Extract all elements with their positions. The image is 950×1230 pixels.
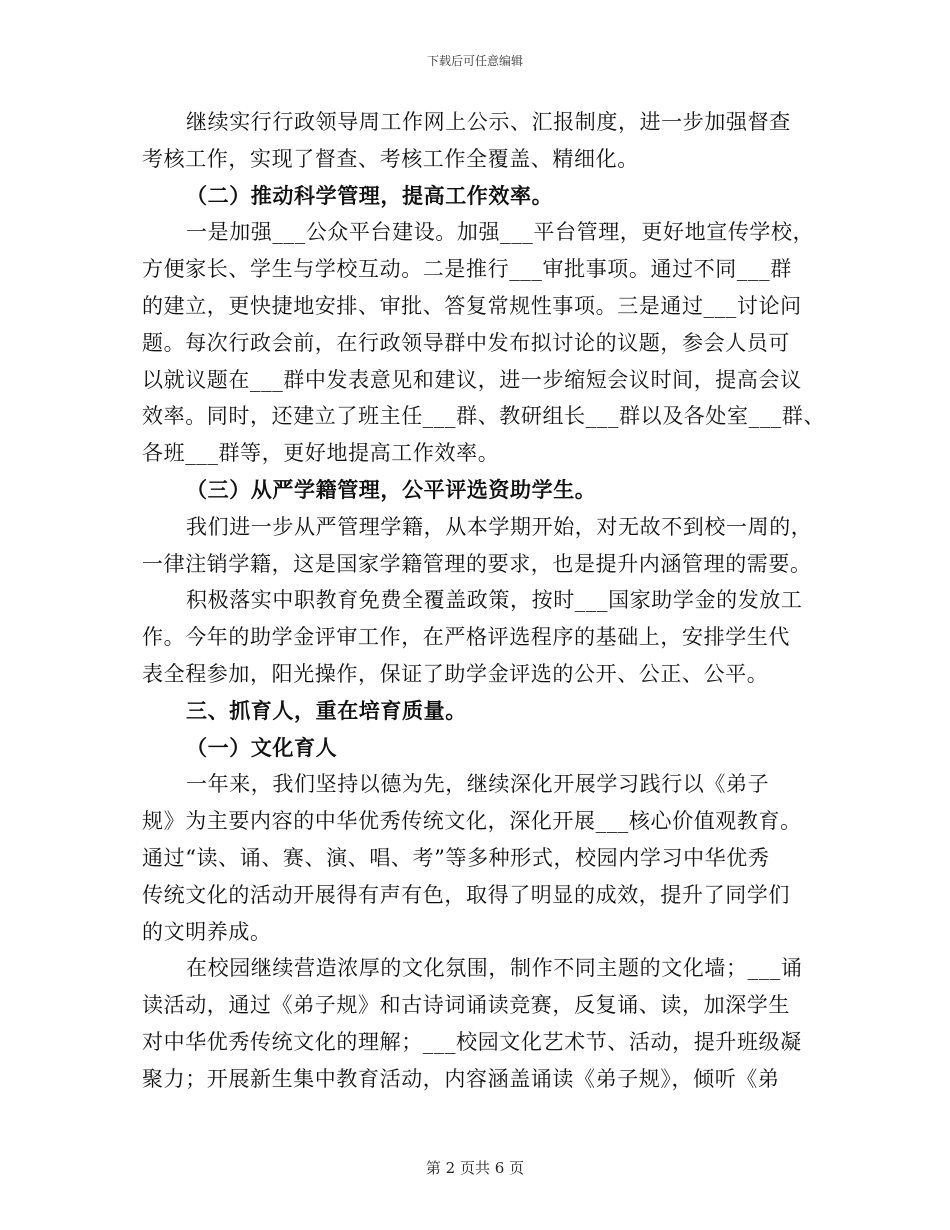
paragraph-line: 对中华优秀传统文化的理解；___校园文化艺术节、活动，提升班级凝 <box>142 1029 802 1054</box>
paragraph-line: 一是加强___公众平台建设。加强___平台管理，更好地宣传学校， <box>186 220 815 245</box>
paragraph-line: 各班___群等，更好地提高工作效率。 <box>142 441 500 466</box>
paragraph-line: 规》为主要内容的中华优秀传统文化，深化开展___核心价值观教育。 <box>142 809 802 834</box>
paragraph-line: 在校园继续营造浓厚的文化氛围，制作不同主题的文化墙；___诵 <box>186 956 803 981</box>
paragraph-line: 读活动，通过《弟子规》和古诗词诵读竞赛，反复诵、读，加深学生 <box>142 993 790 1018</box>
paragraph-line: 聚力；开展新生集中教育活动，内容涵盖诵读《弟子规》，倾听《弟 <box>142 1066 780 1091</box>
paragraph-line: 积极落实中职教育免费全覆盖政策，按时___国家助学金的发放工 <box>186 588 803 613</box>
page-footer: 第 2 页共 6 页 <box>425 1159 525 1177</box>
paragraph-line: 以就议题在___群中发表意见和建议，进一步缩短会议时间，提高会议 <box>142 367 802 392</box>
section-heading-line: （三）从严学籍管理，公平评选资助学生。 <box>186 476 597 502</box>
paragraph-line: 作。今年的助学金评审工作，在严格评选程序的基础上，安排学生代 <box>142 625 790 650</box>
paragraph-line: 通过“读、诵、赛、演、唱、考”等多种形式，校园内学习中华优秀 <box>142 845 770 870</box>
paragraph-line: 考核工作，实现了督查、考核工作全覆盖、精细化。 <box>142 146 639 171</box>
paragraph-line: 我们进一步从严管理学籍，从本学期开始，对无故不到校一周的， <box>186 514 813 539</box>
document-body <box>142 104 826 1098</box>
paragraph-line: 方便家长、学生与学校互动。二是推行___审批事项。通过不同___群 <box>142 257 792 282</box>
paragraph-line: 表全程参加，阳光操作，保证了助学金评选的公开、公正、公平。 <box>142 661 769 686</box>
paragraph-line: 效率。同时，还建立了班主任___群、教研组长___群以及各处室___群、 <box>142 404 826 429</box>
paragraph-line: 一律注销学籍，这是国家学籍管理的要求，也是提升内涵管理的需要。 <box>142 551 812 576</box>
page-header: 下载后可任意编辑 <box>426 54 523 68</box>
section-heading-line: （一）文化育人 <box>186 734 338 760</box>
paragraph-line: 一年来，我们坚持以德为先，继续深化开展学习践行以《弟子 <box>186 772 770 797</box>
paragraph-line: 继续实行行政领导周工作网上公示、汇报制度，进一步加强督查 <box>186 110 791 134</box>
paragraph-line: 的文明养成。 <box>142 919 272 944</box>
paragraph-line: 的建立，更快捷地安排、审批、答复常规性事项。三是通过___讨论问 <box>142 293 802 318</box>
section-heading-line: （二）推动科学管理，提高工作效率。 <box>186 182 554 208</box>
section-heading-line: 三、抓育人，重在培育质量。 <box>186 697 467 723</box>
paragraph-line: 题。每次行政会前，在行政领导群中发布拟讨论的议题，参会人员可 <box>142 330 790 355</box>
paragraph-line: 传统文化的活动开展得有声有色，取得了明显的成效，提升了同学们 <box>142 882 790 907</box>
